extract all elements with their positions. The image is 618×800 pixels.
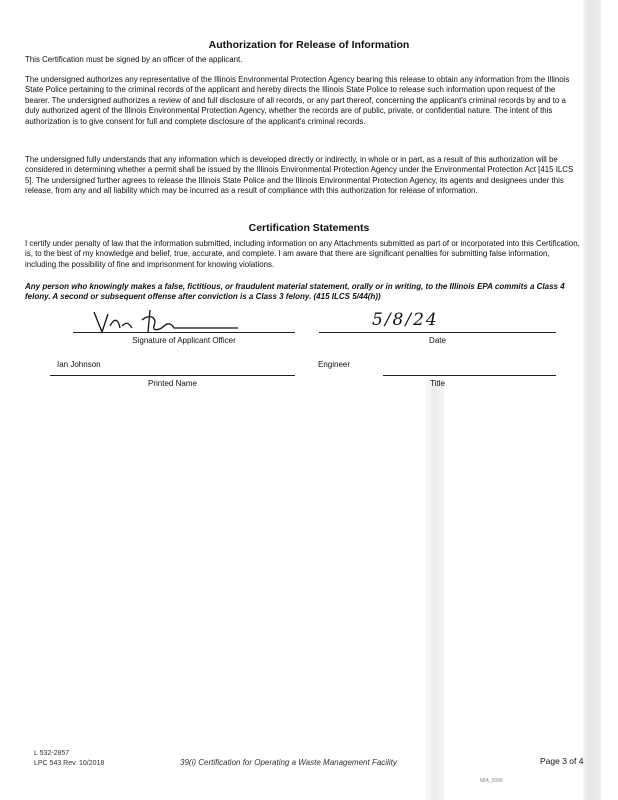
title-label: Title: [430, 379, 445, 388]
title-value: Engineer: [318, 360, 351, 369]
date-value: 5/8/24: [372, 310, 439, 330]
printed-name-label: Printed Name: [148, 379, 197, 388]
release-paragraph-1: The undersigned authorizes any representative of the Illinois Environmental Protection Agency bearing this release to obtain any information from the Illinois State Police pertaining to the criminal records of the applicant and hereby directs the Illinois State Police to release such information upon request of the bearer. The undersigned authorizes a review of and full disclosure of all records, or any part thereof, concerning the applicant's criminal records by and to a duly authorized agent of the Illinois Environmental Protection Agency, whether the records are of public, private, or confidential nature. The intent of this authorization is to give consent for full and complete disclosure of the applicant's criminal records.: [25, 75, 570, 126]
scan-shadow-strip: [426, 380, 444, 800]
release-paragraph-2: The undersigned fully understands that any information which is developed directly or indirectly, in whole or in part, as a result of this authorization will be considered in determining whether a permit shall be issued by the Illinois Environmental Protection Agency under the Environmental Protection Act [415 ILCS 5]. The undersigned further agrees to release the Illinois State Police and the Illinois Environmental Protection Agency, its agents and designees under this release, from any and all liability which may be incurred as a result of compliance with this authorization for release of information.: [25, 155, 574, 196]
release-intro: This Certification must be signed by an officer of the applicant.: [25, 55, 243, 64]
date-label: Date: [429, 336, 446, 345]
certification-paragraph: I certify under penalty of law that the information submitted, including information on any Attachments submitted as part of or incorporated into this Certification, is, to the best of my knowledge and belief, true, accurate, and complete. I am aware that there are significant penalties for submitting false information, including the possibility of fine and imprisonment for knowing violations.: [25, 239, 580, 269]
bates-stamp: MIA_0096: [480, 778, 503, 784]
form-id: L 532-2857: [34, 750, 70, 757]
scan-shadow-strip: [583, 0, 601, 800]
form-title: 39(i) Certification for Operating a Waste Management Facility: [180, 758, 397, 767]
felony-warning: Any person who knowingly makes a false, fictitious, or fraudulent material statement, orally or in writing, to the Illinois EPA commits a Class 4 felony. A second or subsequent offense after conviction is a Class 3 felony. (415 ILCS 5/44(h)): [25, 282, 565, 302]
certification-title: Certification Statements: [248, 222, 370, 234]
form-revision: LPC 543 Rev. 10/2018: [34, 760, 105, 767]
page-number: Page 3 of 4: [540, 756, 584, 766]
signature-label: Signature of Applicant Officer: [132, 336, 236, 345]
release-title: Authorization for Release of Information: [208, 39, 410, 51]
printed-name-value: Ian Johnson: [57, 360, 101, 369]
